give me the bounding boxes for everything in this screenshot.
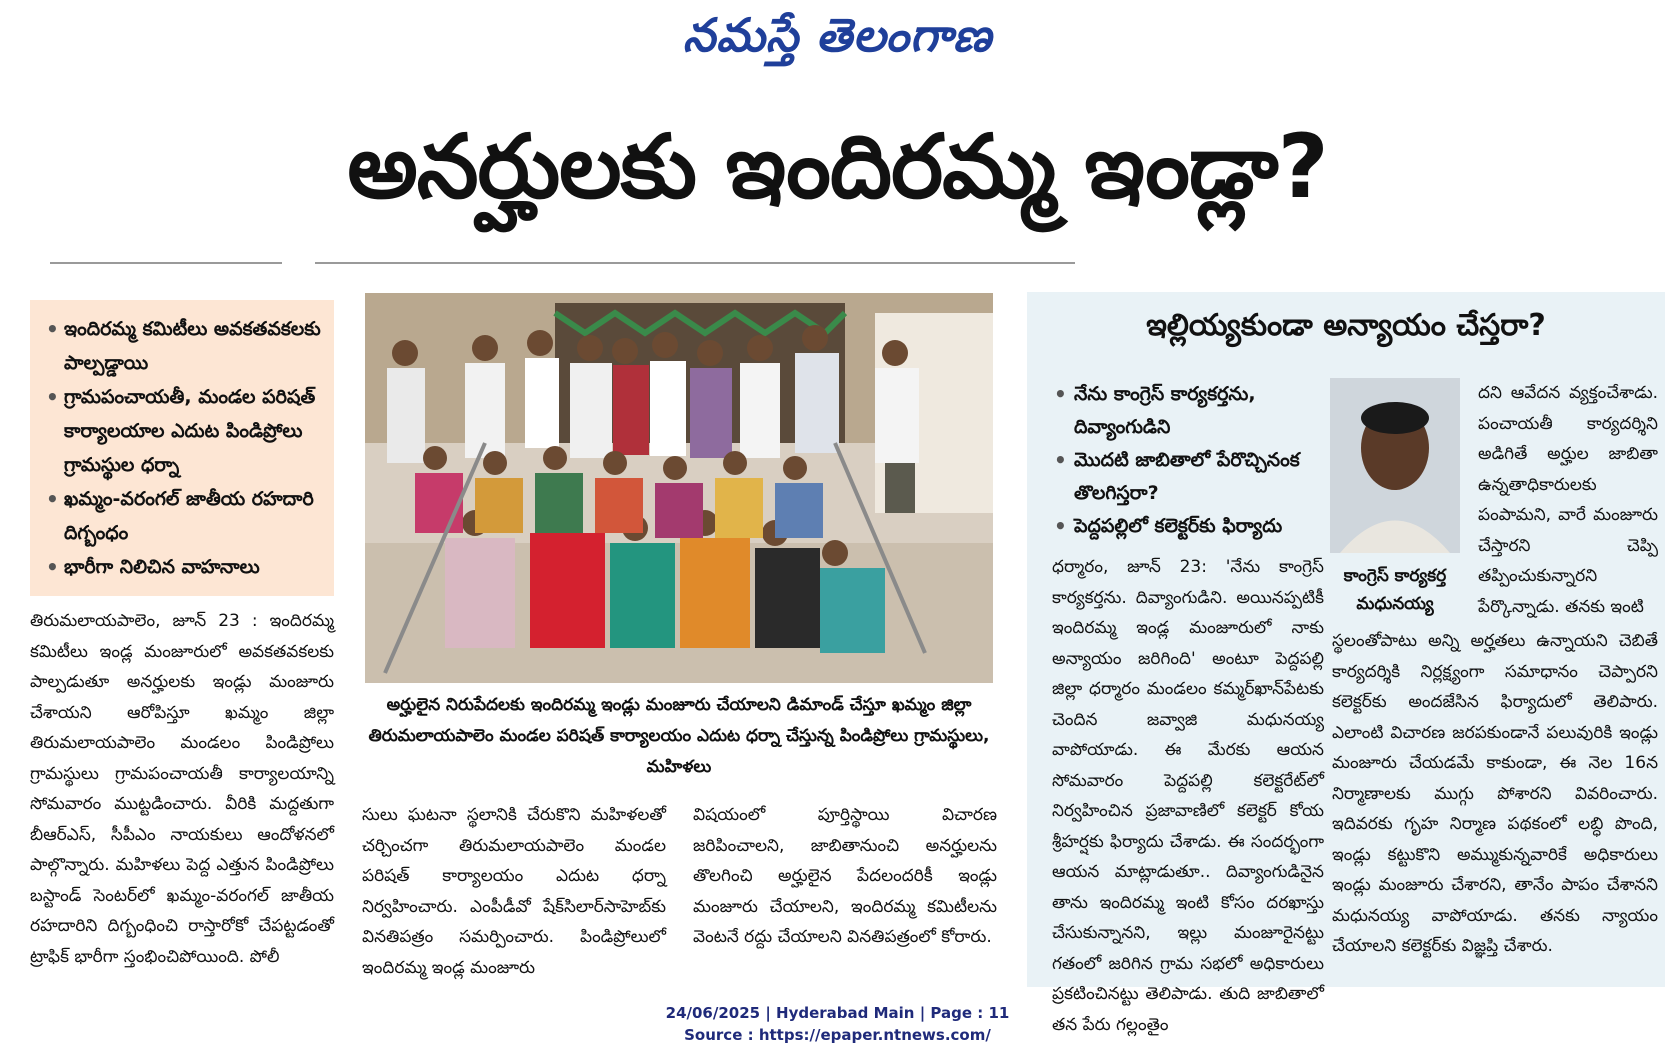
story-column-1: తిరుమలాయపాలెం, జూన్ 23 : ఇందిరమ్మ కమిటీలు ఇండ్ల మంజూరులో అవకతవకలకు పాల్పడుతూ అనర్హులకు ఇండ్లు మంజూరు చేశాయని ఆరోపిస్తూ ఖమ్మం జిల్లా తిరుమలాయపాలెం మండలం పిండిప్రోలు గ్రామస్థులు గ్రామపంచాయతీ కార్యాలయాన్ని సోమవారం ముట్టడించారు. వీరికి మద్దతుగా బీఆర్ఎస్, సీపీఎం నాయకులు ఆందోళనలో పాల్గొన్నారు. మహిళలు పెద్ద ఎత్తున పిండిప్రోలు బస్టాండ్ సెంటర్‌లో ఖమ్మం-వరంగల్ జాతీయ రహదారిని దిగ్బంధించి రాస్తారోకో చేపట్టడంతో ట్రాఫిక్ భారీగా స్తంభించిపోయింది. పోలీ: [30, 611, 334, 967]
divider-right: [315, 262, 1075, 264]
protest-photo: [365, 293, 993, 683]
photo-caption: అర్హులైన నిరుపేదలకు ఇందిరమ్మ ఇండ్లు మంజూరు చేయాలని డిమాండ్ చేస్తూ ఖమ్మం జిల్లా తిరుమలాయపాలెం మండల పరిషత్ కార్యాలయం ఎదుట ధర్నా చేస్తున్న పిండిప్రోలు గ్రామస్థులు, మహిళలు: [368, 695, 990, 777]
highlight-item: • ఇందిరమ్మ కమిటీలు అవకతవకలకు పాల్పడ్డాయి: [44, 312, 324, 380]
side-story-column-2: దని ఆవేదన వ్యక్తంచేశాడు. పంచాయతీ కార్యదర్శిని అడిగితే అర్హుల జాబితా ఉన్నతాధికారులకు పంపామని, వారే మంజూరు చేస్తారని చెప్పి తప్పించుకున్నారని పేర్కొన్నాడు. తనకు ఇంటి: [1478, 383, 1658, 617]
highlight-item: • భారీగా నిలిచిన వాహనాలు: [44, 550, 324, 584]
highlight-item: • ఖమ్మం-వరంగల్ జాతీయ రహదారి దిగ్బంధం: [44, 482, 324, 550]
page-headline: అనర్హులకు ఇందిరమ్మ ఇండ్లా?: [347, 115, 1328, 218]
masthead-logo: నమస్తే తెలంగాణ: [682, 8, 993, 62]
side-highlight-item: • నేను కాంగ్రెస్ కార్యకర్తను, దివ్యాంగుడిని: [1052, 378, 1322, 444]
divider-left: [50, 262, 282, 264]
footer-source-link[interactable]: Source : https://epaper.ntnews.com/: [684, 1026, 991, 1044]
portrait-caption: కాంగ్రెస్ కార్యకర్త మధునయ్య: [1343, 566, 1447, 614]
side-story-column-1: ధర్మారం, జూన్ 23: 'నేను కాంగ్రెస్ కార్యకర్తను. దివ్యాంగుడిని. అయినప్పటికీ ఇందిరమ్మ ఇండ్ల మంజూరులో నాకు అన్యాయం జరిగింది' అంటూ పెద్దపల్లి జిల్లా ధర్మారం మండలం కమ్మర్‌ఖాన్‌పేటకు చెందిన జవ్వాజి మధునయ్య వాపోయాడు. ఈ మేరకు ఆయన సోమవారం పెద్దపల్లి కలెక్టరేట్‌లో నిర్వహించిన ప్రజావాణిలో కలెక్టర్ కోయ శ్రీహర్షకు ఫిర్యాదు చేశాడు. ఈ సందర్భంగా ఆయన మాట్లాడుతూ.. దివ్యాంగుడినైన తాను ఇందిరమ్మ ఇంటి కోసం దరఖాస్తు చేసుకున్నానని, ఇల్లు మంజూరైనట్టు గతంలో జరిగిన గ్రామ సభలో అధికారులు ప్రకటించినట్టు తెలిపాడు. తుది జాబితాలో తన పేరు గల్లంతైం: [1052, 557, 1324, 1035]
footer-date-edition: 24/06/2025 | Hyderabad Main | Page : 11: [665, 1004, 1010, 1022]
portrait-photo: [1330, 378, 1460, 553]
highlight-item: • గ్రామపంచాయతీ, మండల పరిషత్ కార్యాలయాల ఎదుట పిండిప్రోలు గ్రామస్థుల ధర్నా: [44, 380, 324, 482]
side-highlight-item: • పెద్దపల్లిలో కలెక్టర్‌కు ఫిర్యాదు: [1052, 510, 1322, 543]
page-footer: [0, 1002, 1675, 1046]
story-column-2: సులు ఘటనా స్థలానికి చేరుకొని మహిళలతో చర్చించగా తిరుమలాయపాలెం మండల పరిషత్ కార్యాలయం ఎదుట ధర్నా నిర్వహించారు. ఎంపీడీవో షేక్‌సిలార్‌సాహెబ్‌కు వినతిపత్రం సమర్పించారు. పిండిప్రోలులో ఇందిరమ్మ ఇండ్ల మంజూరు: [362, 805, 666, 978]
highlights-box: [30, 300, 334, 596]
side-story-column-2-continued: స్థలంతోపాటు అన్ని అర్హతలు ఉన్నాయని చెబితే కార్యదర్శికి నిర్లక్ష్యంగా సమాధానం చెప్పారని కలెక్టర్‌కు అందజేసిన ఫిర్యాదులో తెలిపారు. ఎలాంటి విచారణ జరపకుండానే పలువురికి ఇండ్లు మంజూరు చేయడమే కాకుండా, ఈ నెల 16న నిర్మాణాలకు ముగ్గు పోశారని వివరించారు. ఇదివరకు గృహ నిర్మాణ పథకంలో లబ్ధి పొంది, ఇండ్లు కట్టుకొని అమ్ముకున్నవారికే అధికారులు ఇండ్లు మంజూరు చేశారని, తానేం పాపం చేశానని మధునయ్య వాపోయాడు. తనకు న్యాయం చేయాలని కలెక్టర్‌కు విజ్ఞప్తి చేశారు.: [1332, 631, 1658, 956]
story-column-3: విషయంలో పూర్తిస్థాయి విచారణ జరిపించాలని, జాబితానుంచి అనర్హులను తొలగించి అర్హులైన పేదలందరికీ ఇండ్లు మంజూరు చేయాలని, ఇందిరమ్మ కమిటీలను వెంటనే రద్దు చేయాలని వినతిపత్రంలో కోరారు.: [693, 805, 997, 947]
side-highlight-item: • మొదటి జాబితాలో పేరొచ్చినంక తొలగిస్తరా?: [1052, 444, 1322, 510]
side-story-highlights: [1052, 378, 1322, 543]
side-story-title: ఇల్లియ్యకుండా అన్యాయం చేస్తరా?: [1146, 308, 1546, 343]
